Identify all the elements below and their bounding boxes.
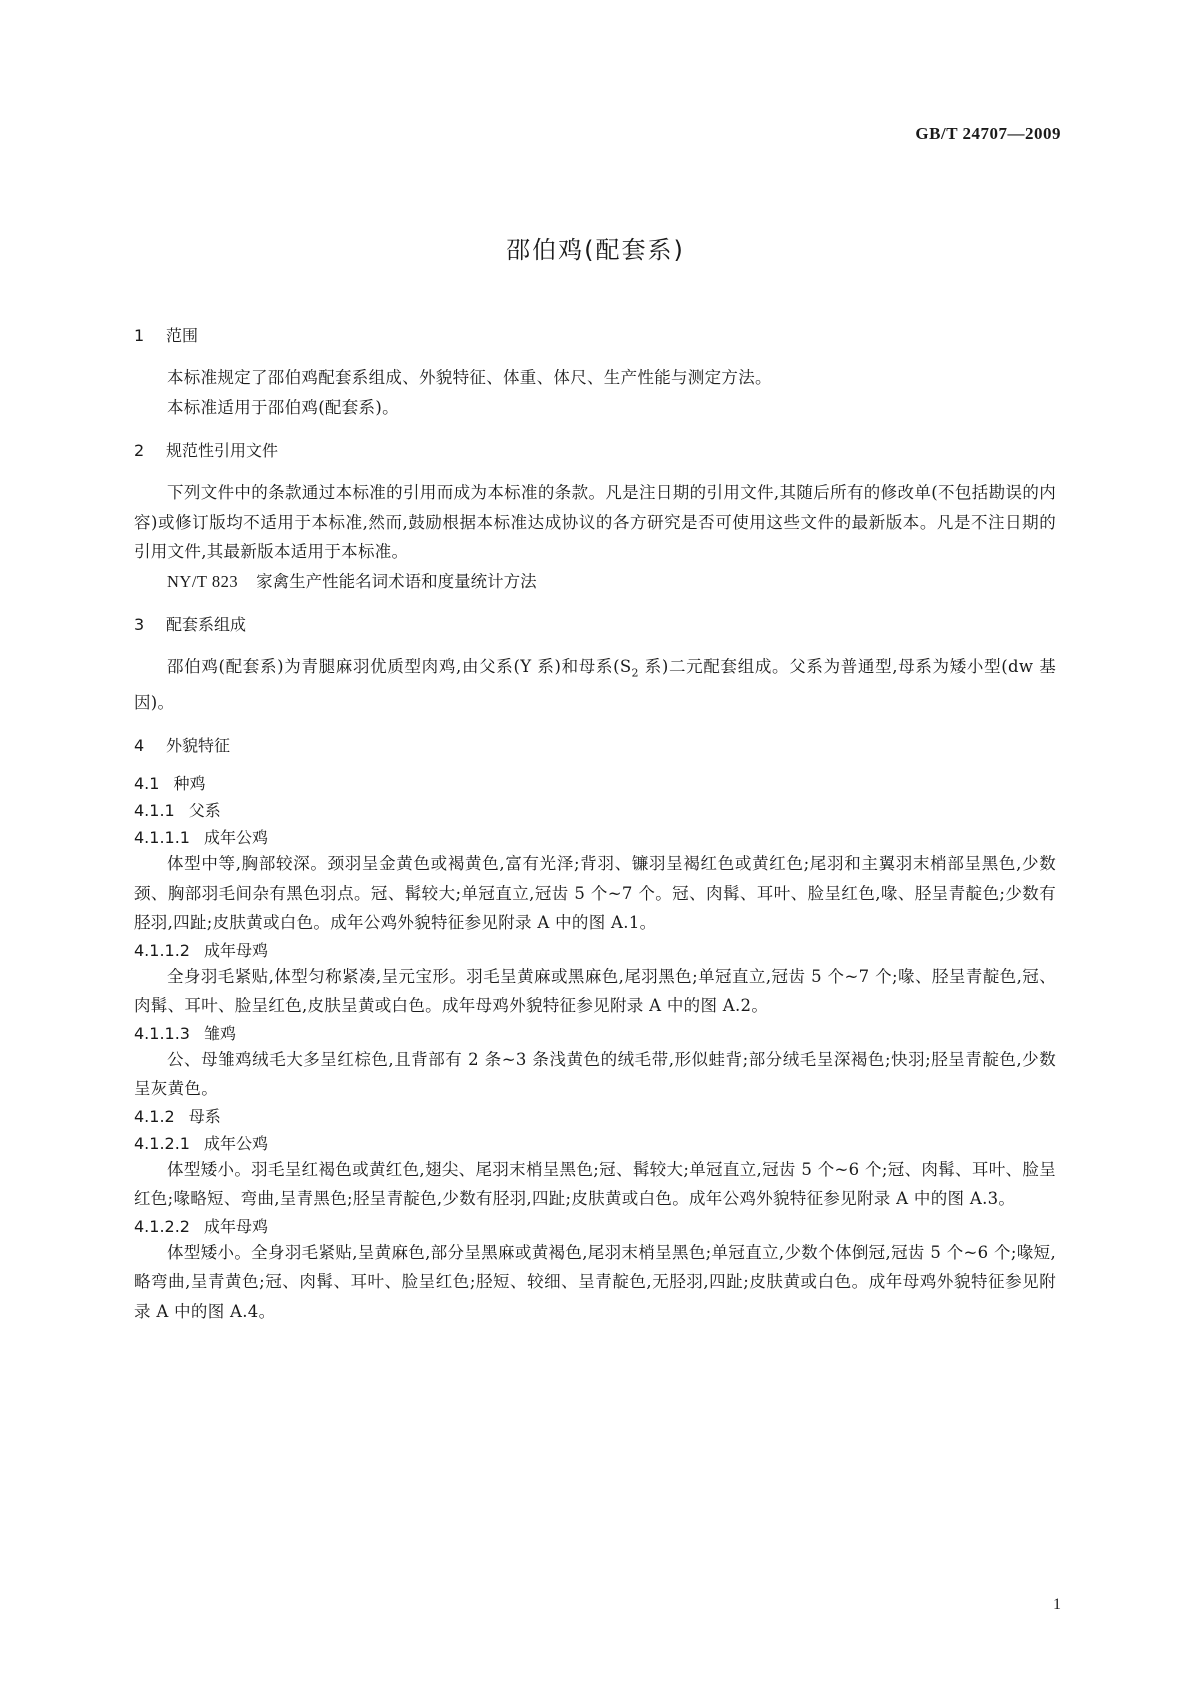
- section-heading-3: 3 配套系组成: [134, 615, 247, 634]
- paragraph: 邵伯鸡(配套系)为青腿麻羽优质型肉鸡,由父系(Y 系)和母系($S_2$ 系)二元配套组成。父系为普通型,母系为矮小型(dw 基因)。: [134, 657, 1056, 712]
- paragraph: 体型中等,胸部较深。颈羽呈金黄色或褐黄色,富有光泽;背羽、镰羽呈褐红色或黄红色;尾羽和主翼羽末梢部呈黑色,少数颈、胸部羽毛间杂有黑色羽点。冠、髯较大;单冠直立,冠齿 5 个~7 个。冠、肉髯、耳叶、脸呈红色,喙、胫呈青靛色;少数有胫羽,四趾;皮肤黄或白色。成年公鸡外貌特征参见附录 A 中的图 A.1。: [134, 854, 1056, 933]
- subsection-heading: 4.1 种鸡: [134, 774, 206, 794]
- document-title: 邵伯鸡(配套系): [506, 236, 685, 264]
- page-number: 1: [1053, 1596, 1061, 1613]
- standard-number: GB/T 24707—2009: [915, 124, 1061, 143]
- document-body: [134, 325, 1056, 1326]
- normative-reference: NY/T 823 家禽生产性能名词术语和度量统计方法: [167, 571, 537, 591]
- paragraph: 本标准适用于邵伯鸡(配套系)。: [167, 397, 399, 417]
- subsection-heading: 4.1.1.3 雏鸡: [134, 1023, 236, 1043]
- paragraph: 体型矮小。全身羽毛紧贴,呈黄麻色,部分呈黑麻或黄褐色,尾羽末梢呈黑色;单冠直立,少数个体倒冠,冠齿 5 个~6 个;喙短,略弯曲,呈青黄色;冠、肉髯、耳叶、脸呈红色;胫短、较细、呈青靛色,无胫羽,四趾;皮肤黄或白色。成年母鸡外貌特征参见附录 A 中的图 A.4。: [134, 1242, 1056, 1321]
- paragraph: 公、母雏鸡绒毛大多呈红棕色,且背部有 2 条~3 条浅黄色的绒毛带,形似蛙背;部分绒毛呈深褐色;快羽;胫呈青靛色,少数呈灰黄色。: [134, 1049, 1056, 1099]
- subsection-heading: 4.1.2.1 成年公鸡: [134, 1133, 268, 1153]
- subsection-heading: 4.1.1.2 成年母鸡: [134, 940, 268, 960]
- section-heading-4: 4 外貌特征: [134, 736, 231, 756]
- subsection-heading: 4.1.1.1 成年公鸡: [134, 828, 268, 848]
- paragraph: 全身羽毛紧贴,体型匀称紧凑,呈元宝形。羽毛呈黄麻或黑麻色,尾羽黑色;单冠直立,冠齿 5 个~7 个;喙、胫呈青靛色,冠、肉髯、耳叶、脸呈红色,皮肤呈黄或白色。成年母鸡外貌特征参见附录 A 中的图 A.2。: [134, 966, 1056, 1016]
- subsection-heading: 4.1.2.2 成年母鸡: [134, 1216, 268, 1236]
- section-heading-2: 2 规范性引用文件: [134, 441, 279, 460]
- section-heading-1: 1 范围: [134, 326, 199, 345]
- subsection-heading: 4.1.2 母系: [134, 1106, 221, 1126]
- paragraph: 下列文件中的条款通过本标准的引用而成为本标准的条款。凡是注日期的引用文件,其随后所有的修改单(不包括勘误的内容)或修订版均不适用于本标准,然而,鼓励根据本标准达成协议的各方研究是否可使用这些文件的最新版本。凡是不注日期的引用文件,其最新版本适用于本标准。: [134, 483, 1056, 561]
- paragraph: 本标准规定了邵伯鸡配套系组成、外貌特征、体重、体尺、生产性能与测定方法。: [167, 368, 772, 387]
- subsection-heading: 4.1.1 父系: [134, 801, 221, 821]
- paragraph: 体型矮小。羽毛呈红褐色或黄红色,翅尖、尾羽末梢呈黑色;冠、髯较大;单冠直立,冠齿 5 个~6 个;冠、肉髯、耳叶、脸呈红色;喙略短、弯曲,呈青黑色;胫呈青靛色,少数有胫羽,四趾;皮肤黄或白色。成年公鸡外貌特征参见附录 A 中的图 A.3。: [134, 1159, 1056, 1209]
